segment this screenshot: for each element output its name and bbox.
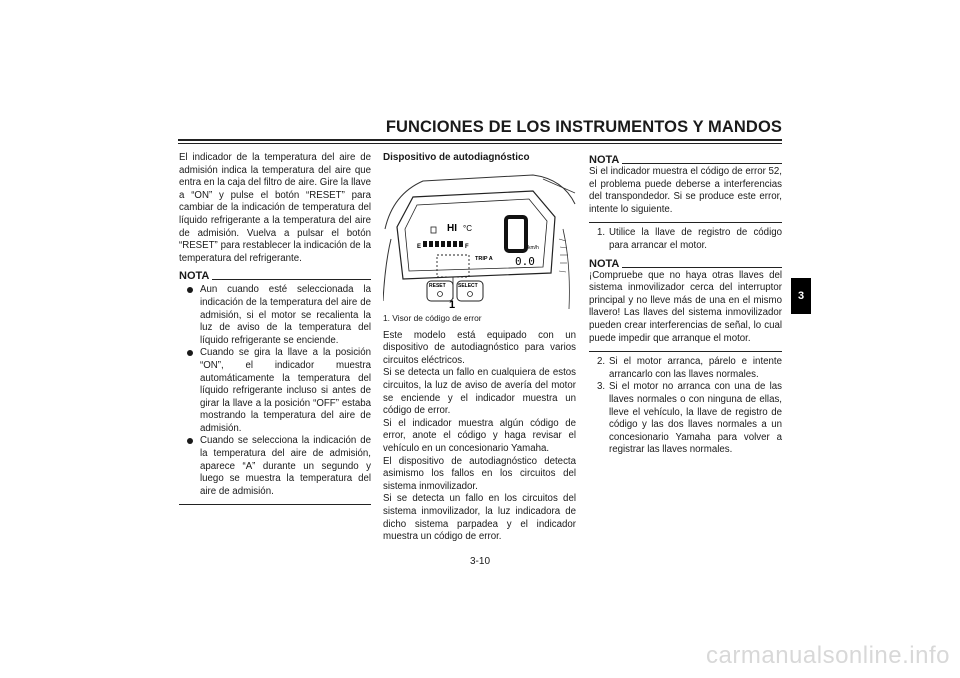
- nota-text: Si el indicador muestra el código de error 52, el problema puede deberse a interferencias del transpondedor. Si se produce este error, intente lo siguiente.: [589, 166, 782, 215]
- nota-end-rule: [179, 504, 371, 505]
- speed-unit-label: km/h: [528, 244, 539, 251]
- header-rule-thin: [178, 143, 782, 144]
- figure-caption: 1. Visor de código de error: [383, 312, 482, 323]
- hi-label: HI: [447, 222, 457, 234]
- callout-number: 1: [449, 298, 456, 311]
- column-1: [179, 152, 371, 505]
- intro-paragraph: El indicador de la temperatura del aire de admisión indica la temperatura del aire que entra en la caja del filtro de aire. Gire la llave a “ON” y pulse el botón “RESET” para cambiar de la indicación de temperatura del líquido refrigerante a la temperatura del aire de admisión. Vuelva a pulsar el botón “RESET” para restablecer la indicación de la temperatura del refrigerante.: [179, 152, 371, 264]
- nota-label: NOTA: [589, 257, 620, 270]
- list-item: Cuando se gira la llave a la posición “ON”, el indicador muestra automáticamente la temperatura del líquido refrigerante incluso si antes de girar la llave a la posición “OFF” estaba mostrando la temperatura del aire de admisión.: [179, 347, 371, 435]
- section-title: Dispositivo de autodiagnóstico: [383, 152, 530, 163]
- watermark: carmanualsonline.info: [706, 642, 950, 669]
- nota-end-rule: [589, 222, 782, 223]
- select-button-label: SELECT: [458, 282, 478, 289]
- nota-heading: [589, 154, 782, 166]
- body-paragraph: Si se detecta un fallo en cualquiera de estos circuitos, la luz de aviso de avería del motor se enciende y el indicador muestra un código de error.: [383, 367, 576, 417]
- instrument-panel-illustration: [383, 169, 576, 311]
- body-paragraph: Si el indicador muestra algún código de error, anote el código y haga revisar el vehículo en un concesionario Yamaha.: [383, 417, 576, 454]
- list-item: Aun cuando esté seleccionada la indicación de la temperatura del aire de admisión, si el motor se recalienta la luz de aviso de la temperatura del líquido refrigerante se enciende.: [179, 284, 371, 347]
- column-3: [589, 152, 782, 457]
- chapter-tab: 3: [791, 278, 811, 314]
- nota-rule: [212, 279, 371, 280]
- nota-label: NOTA: [589, 154, 620, 166]
- trip-label: TRIP A: [475, 255, 493, 262]
- body-paragraph: Si se detecta un fallo en los circuitos del sistema inmovilizador, la luz indicadora de dicho sistema parpadea y el indicador muestra un código de error.: [383, 493, 576, 543]
- column-2: [383, 152, 576, 544]
- nota-rule: [622, 267, 782, 268]
- list-item: 3. Si el motor no arranca con una de las llaves normales o con ninguna de ellas, lleve el vehículo, la llave de registro de código y las dos llaves normales a un concesionario Yamaha para volver a registrar las llaves normales.: [597, 381, 782, 456]
- body-paragraph: Este modelo está equipado con un dispositivo de autodiagnóstico para varios circuitos eléctricos.: [383, 329, 576, 366]
- header-rule: [178, 139, 782, 141]
- step-list: [589, 227, 782, 252]
- page-header-title: FUNCIONES DE LOS INSTRUMENTOS Y MANDOS: [385, 118, 782, 136]
- nota-rule: [622, 163, 782, 164]
- step-list: [589, 356, 782, 457]
- list-item: Cuando se selecciona la indicación de la temperatura del aire de admisión, aparece “A” durante un segundo y luego se muestra la temperatura del aire de admisión.: [179, 435, 371, 498]
- nota-end-rule: [589, 351, 782, 352]
- bullet-dot-icon: [187, 287, 193, 293]
- trip-value: 0.0: [515, 254, 535, 268]
- page-number: 3-10: [469, 556, 490, 567]
- nota-label: NOTA: [179, 270, 210, 283]
- bullet-dot-icon: [187, 350, 193, 356]
- nota-heading: [589, 258, 782, 270]
- nota-heading: [179, 270, 371, 282]
- fuel-empty-label: E: [417, 243, 422, 250]
- nota-text: ¡Compruebe que no haya otras llaves del sistema inmovilizador cerca del interruptor principal y no lleve más de una en el mismo llavero! Las llaves del sistema inmovilizador pueden crear interferencias de señal, lo cual puede impedir que arranque el motor.: [589, 269, 782, 344]
- body-paragraph: El dispositivo de autodiagnóstico detecta asimismo los fallos en los circuitos del sistema inmovilizador.: [383, 455, 576, 492]
- list-item: 2. Si el motor arranca, párelo e intente arrancarlo con las llaves normales.: [597, 356, 782, 380]
- bullet-dot-icon: [187, 438, 193, 444]
- unit-c-label: °C: [463, 223, 472, 233]
- fuel-full-label: F: [465, 243, 469, 250]
- list-item: 1. Utilice la llave de registro de código para arrancar el motor.: [597, 227, 782, 251]
- reset-button-label: RESET: [429, 282, 446, 289]
- nota-bullet-list: [179, 284, 371, 498]
- instrument-panel-figure: [383, 169, 576, 311]
